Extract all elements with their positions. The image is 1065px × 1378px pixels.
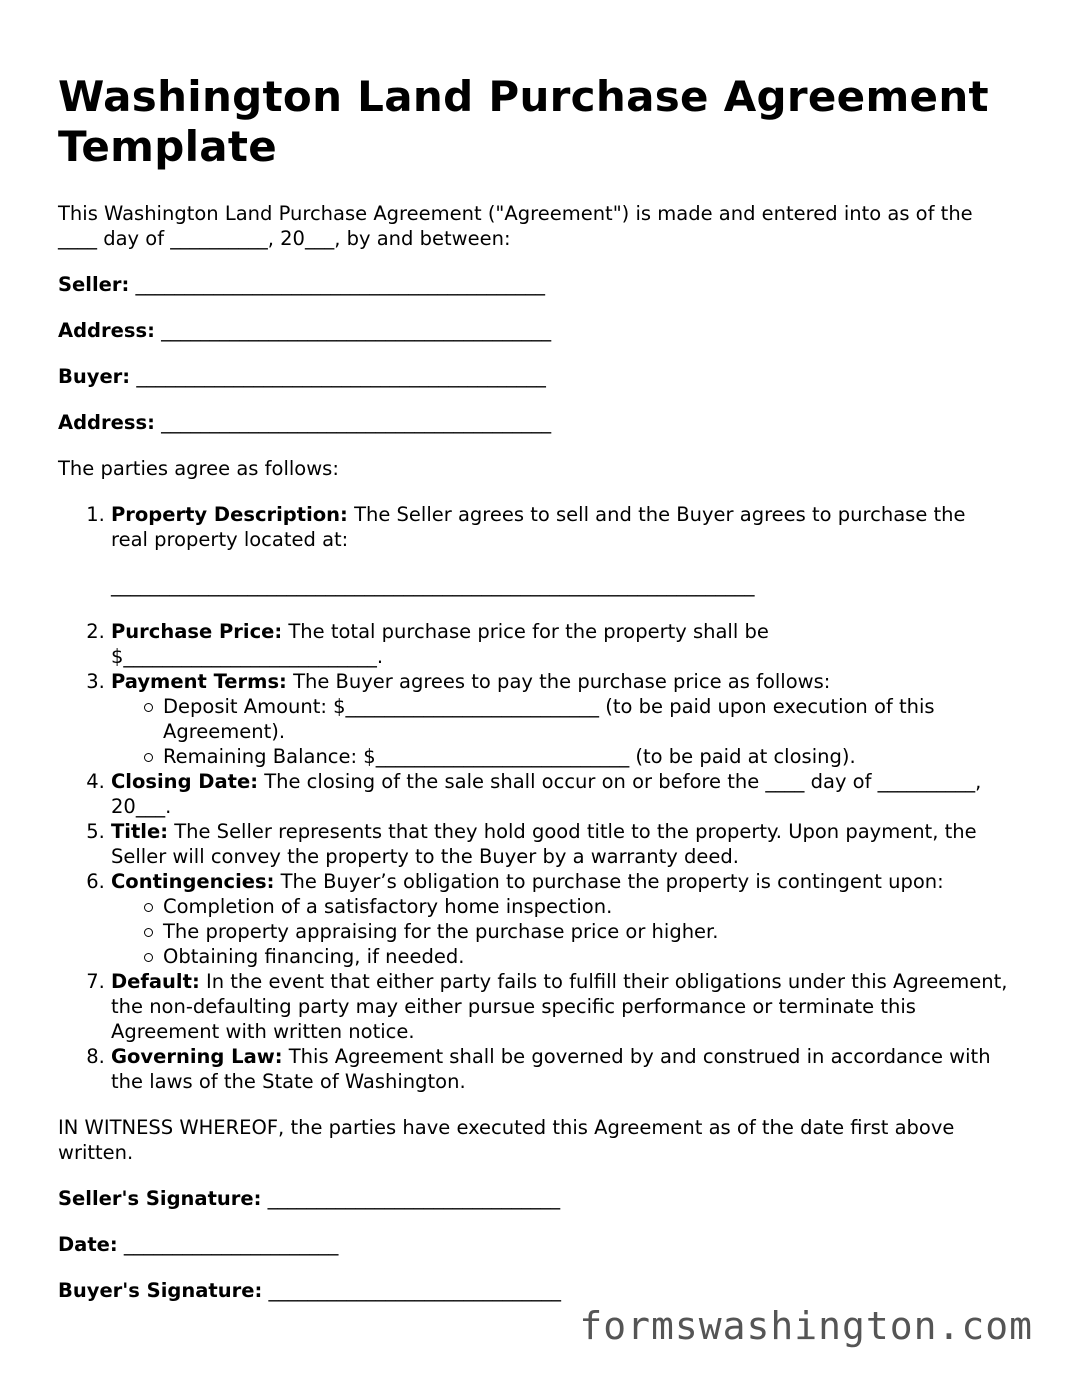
buyer-blank: __________________________________________ (136, 365, 546, 388)
term-label: Property Description: (111, 503, 348, 526)
seller-address-blank: ________________________________________ (161, 319, 552, 342)
term-label: Payment Terms: (111, 670, 287, 693)
term-contingencies (111, 869, 1008, 969)
term-text: The Buyer’s obligation to purchase the property is contingent upon: (280, 870, 944, 893)
terms-list (58, 502, 1008, 1094)
term-payment-terms (111, 669, 1008, 769)
term-governing-law (111, 1044, 1008, 1094)
intro-paragraph: This Washington Land Purchase Agreement ("Agreement") is made and entered into as of the ____ day of __________, 20___, by and between: (58, 202, 973, 250)
list-item: The property appraising for the purchase price or higher. (163, 919, 1008, 944)
term-label: Purchase Price: (111, 620, 283, 643)
seller-label: Seller: (58, 273, 130, 296)
property-address-blank: __________________________________________________________________ (111, 574, 755, 597)
term-title (111, 819, 1008, 869)
buyer-signature-blank: ______________________________ (268, 1279, 561, 1302)
term-label: Title: (111, 820, 169, 843)
term-text: In the event that either party fails to fulfill their obligations under this Agreement, the non-defaulting party may either pursue specific performance or terminate this Agreement with written notice. (111, 970, 1008, 1043)
list-item: Deposit Amount: $__________________________ (to be paid upon execution of this Agreement). (163, 694, 1008, 744)
witness-statement: IN WITNESS WHEREOF, the parties have executed this Agreement as of the date first above written. (58, 1116, 955, 1164)
seller-address-field (58, 318, 1008, 343)
list-item: Obtaining financing, if needed. (163, 944, 1008, 969)
date-field (58, 1232, 1008, 1257)
term-text: The Buyer agrees to pay the purchase price as follows: (293, 670, 831, 693)
term-label: Governing Law: (111, 1045, 283, 1068)
document-title: Washington Land Purchase Agreement Template (58, 72, 989, 171)
term-text: The Seller represents that they hold good title to the property. Upon payment, the Seller will convey the property to the Buyer by a warranty deed. (111, 820, 977, 868)
term-default (111, 969, 1008, 1044)
list-item: Completion of a satisfactory home inspection. (163, 894, 1008, 919)
signatures-section (58, 1186, 1008, 1303)
term-text: The closing of the sale shall occur on or before the ____ day of __________, 20___. (111, 770, 982, 818)
document (58, 72, 1008, 1303)
term-text: This Agreement shall be governed by and construed in accordance with the laws of the State of Washington. (111, 1045, 991, 1093)
buyer-address-blank: ________________________________________ (161, 411, 552, 434)
term-text: The Seller agrees to sell and the Buyer agrees to purchase the real property located at: (111, 503, 966, 551)
payment-sublist (111, 694, 1008, 769)
buyer-address-label: Address: (58, 411, 155, 434)
date-blank: ______________________ (123, 1233, 339, 1256)
term-closing-date (111, 769, 1008, 819)
buyer-label: Buyer: (58, 365, 131, 388)
term-property-description (111, 502, 1008, 598)
seller-signature-blank: ______________________________ (267, 1187, 561, 1210)
list-item: Remaining Balance: $__________________________ (to be paid at closing). (163, 744, 1008, 769)
contingencies-sublist (111, 894, 1008, 969)
term-label: Closing Date: (111, 770, 259, 793)
term-label: Contingencies: (111, 870, 275, 893)
buyer-field (58, 364, 1008, 389)
seller-field (58, 272, 1008, 297)
parties-section (58, 272, 1008, 435)
buyer-signature-field (58, 1278, 1008, 1303)
seller-blank: __________________________________________ (135, 273, 545, 296)
seller-address-label: Address: (58, 319, 155, 342)
agree-statement: The parties agree as follows: (58, 457, 339, 480)
term-purchase-price (111, 619, 1008, 669)
seller-signature-field (58, 1186, 1008, 1211)
date-label: Date: (58, 1233, 118, 1256)
term-text: The total purchase price for the property shall be $__________________________. (111, 620, 769, 668)
seller-signature-label: Seller's Signature: (58, 1187, 262, 1210)
buyer-address-field (58, 410, 1008, 435)
buyer-signature-label: Buyer's Signature: (58, 1279, 263, 1302)
site-watermark: formswashington.com (579, 1304, 1033, 1348)
term-label: Default: (111, 970, 200, 993)
